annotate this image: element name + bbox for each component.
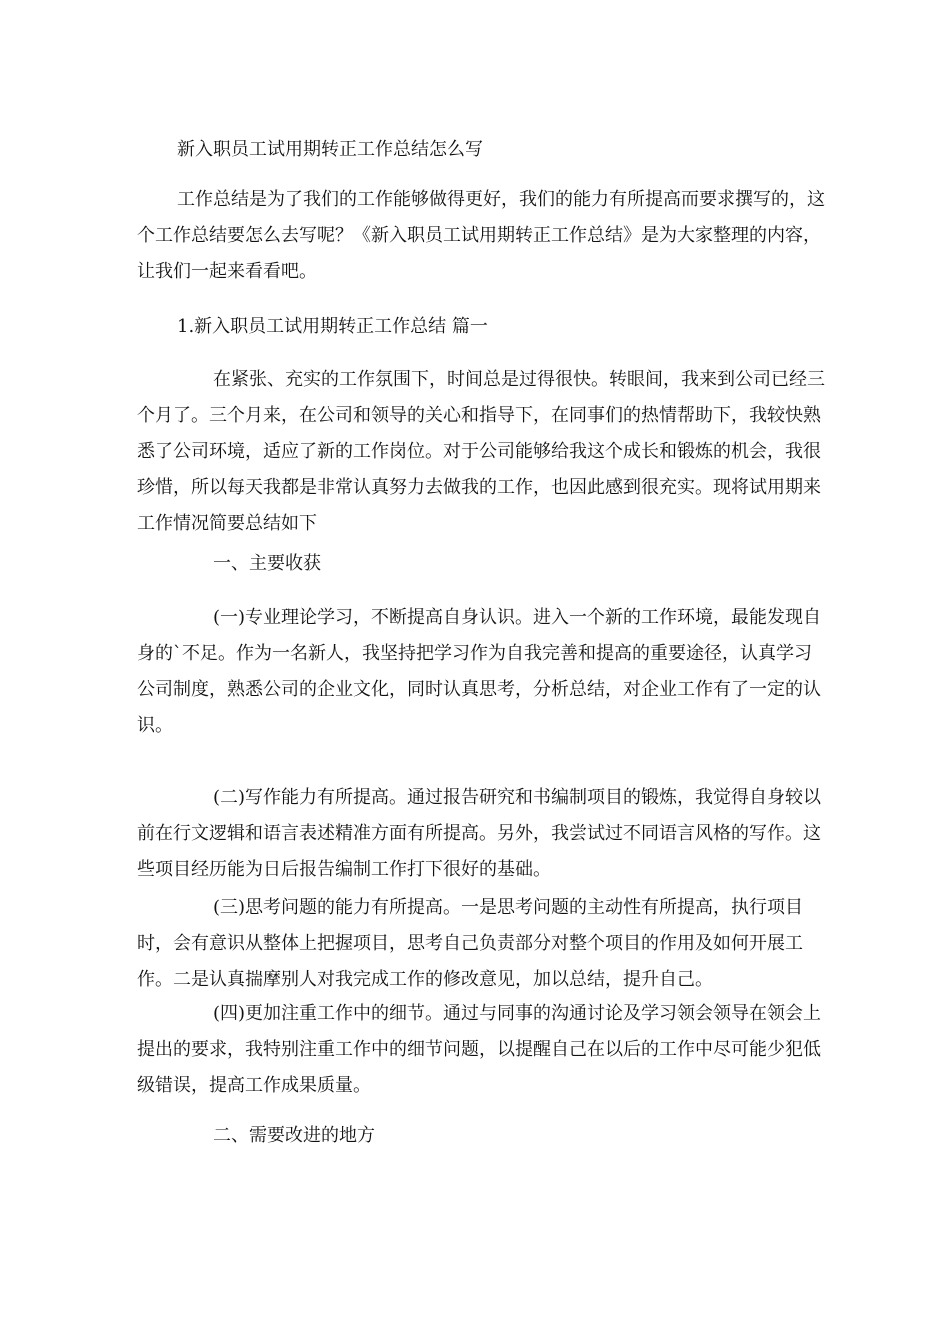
gain-item-1: (一)专业理论学习，不断提高自身认识。进入一个新的工作环境，最能发现自身的`不足。作为一名新人，我坚持把学习作为自我完善和提高的重要途径，认真学习公司制度，熟悉公司的企业文化，同时认真思考，分析总结，对企业工作有了一定的认识。 — [137, 607, 822, 736]
heading-main-gains: 一、主要收获 — [213, 553, 321, 574]
gain-item-3: (三)思考问题的能力有所提高。一是思考问题的主动性有所提高，执行项目时，会有意识从整体上把握项目，思考自己负责部分对整个项目的作用及如何开展工作。二是认真揣摩别人对我完成工作的修改意见，加以总结，提升自己。 — [137, 897, 804, 990]
document-title: 新入职员工试用期转正工作总结怎么写 — [177, 139, 483, 160]
intro-paragraph: 工作总结是为了我们的工作能够做得更好，我们的能力有所提高而要求撰写的，这个工作总结要怎么去写呢？《新入职员工试用期转正工作总结》是为大家整理的内容，让我们一起来看看吧。 — [137, 189, 825, 282]
section-1-body: 在紧张、充实的工作氛围下，时间总是过得很快。转眼间，我来到公司已经三个月了。三个月来，在公司和领导的关心和指导下，在同事们的热情帮助下，我较快熟悉了公司环境，适应了新的工作岗位。对于公司能够给我这个成长和锻炼的机会，我很珍惜，所以每天我都是非常认真努力去做我的工作，也因此感到很充实。现将试用期来工作情况简要总结如下 — [137, 369, 825, 534]
section-1-title: 1.新入职员工试用期转正工作总结 篇一 — [177, 316, 488, 337]
gain-item-4: (四)更加注重工作中的细节。通过与同事的沟通讨论及学习领会领导在领会上提出的要求，我特别注重工作中的细节问题，以提醒自己在以后的工作中尽可能少犯低级错误，提高工作成果质量。 — [137, 1003, 822, 1096]
gain-item-2: (二)写作能力有所提高。通过报告研究和书编制项目的锻炼，我觉得自身较以前在行文逻辑和语言表述精准方面有所提高。另外，我尝试过不同语言风格的写作。这些项目经历能为日后报告编制工作打下很好的基础。 — [137, 787, 822, 880]
heading-improvements: 二、需要改进的地方 — [213, 1125, 375, 1146]
